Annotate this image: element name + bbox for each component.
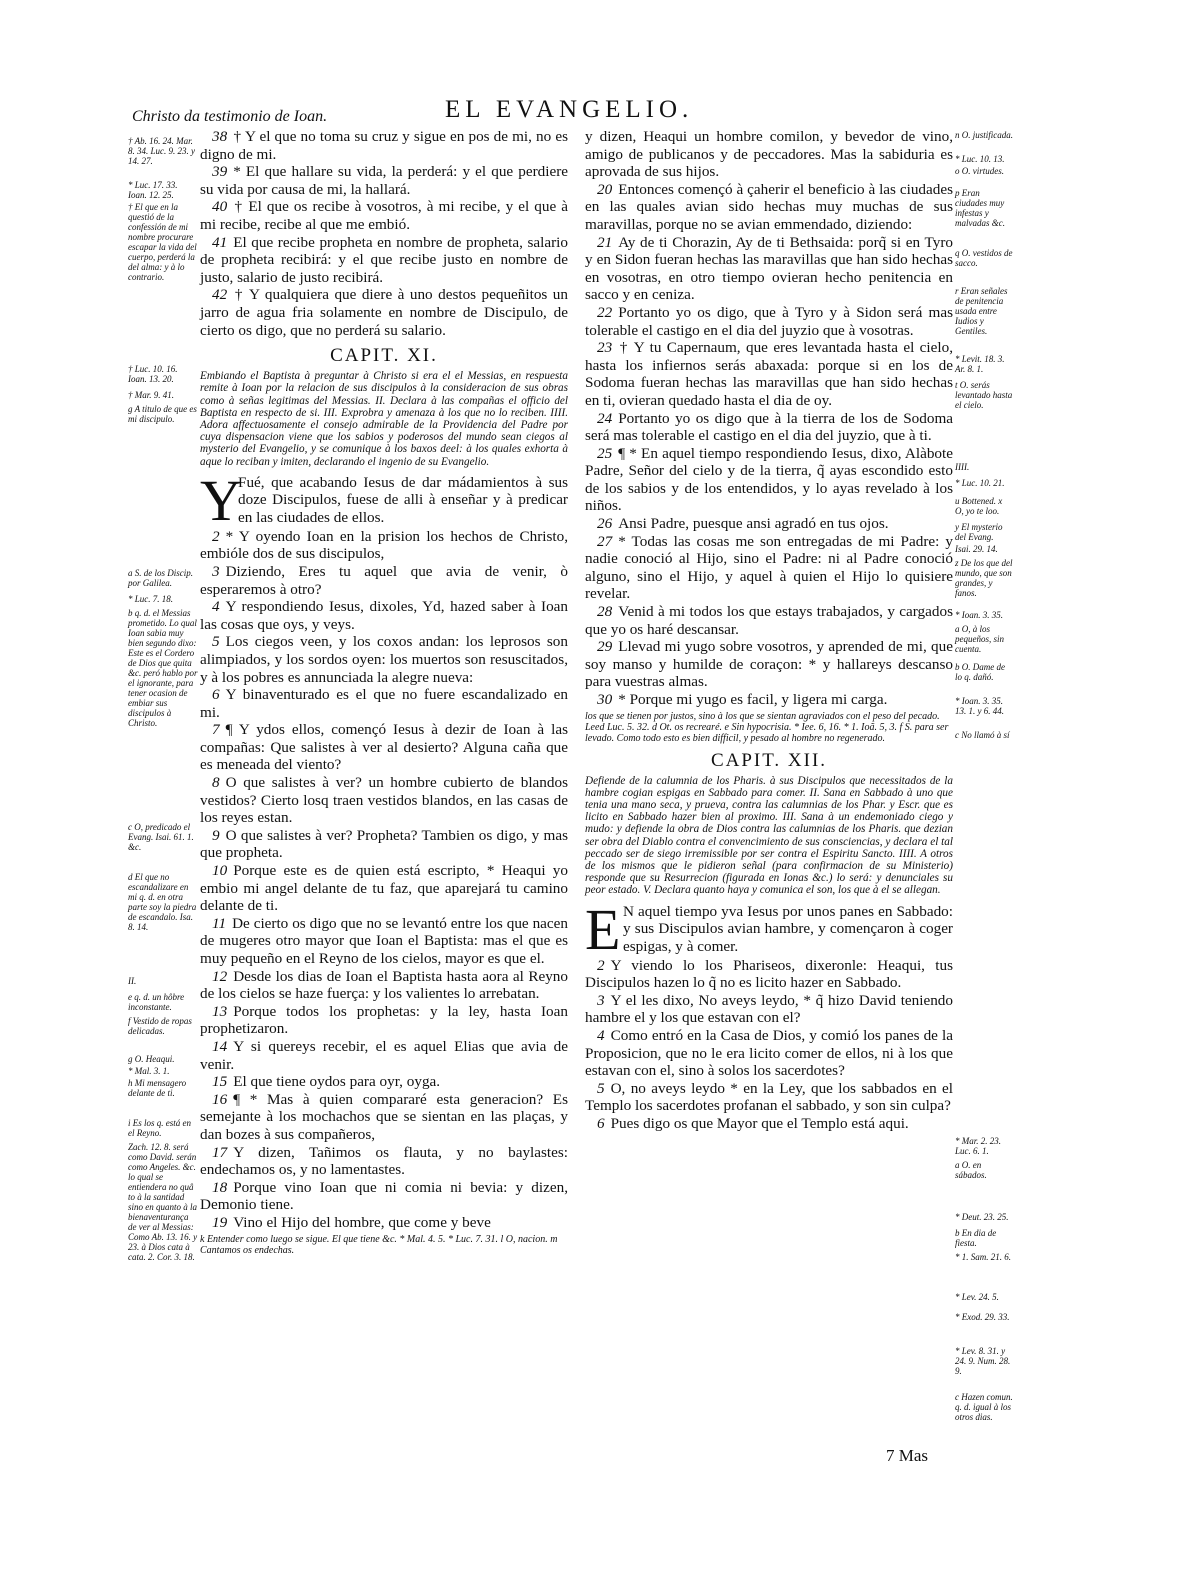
verse: 22 Portanto yo os digo, que à Tyro y à Sidon será mas tolerable el castigo en el dia del juyzio que à vosotras.	[585, 303, 953, 339]
verse: 27 * Todas las cosas me son entregadas de mi Padre: y nadie conoció al Hijo, sino el Padre: ni al Padre conoció alguno, sino el Hijo, y aquel à quien el Hijo lo quisiere revelar.	[585, 532, 953, 603]
verse: 4 Como entró en la Casa de Dios, y comió los panes de la Proposicion, que no le era licito comer de ellos, ni à los que estavan con el, sino à solos los sacerdotes?	[585, 1027, 953, 1080]
margin-note: u Bottened. x O, yo te loo.	[955, 496, 1003, 516]
margin-note: d El que no escandalizare en mi q. d. en otra parte soy la piedra de escandalo. Isa. 8. 14.	[128, 872, 197, 932]
margin-note: b En dia de fiesta.	[955, 1228, 997, 1248]
chapter-xii-title: CAPIT. XII.	[710, 749, 828, 771]
verse: 16 ¶ * Mas à quien compararé esta generacion? Es semejante à los mochachos que se sientan en las plaças, y dan bozes à sus compañeros,	[200, 1090, 568, 1143]
margin-note: * 1. Sam. 21. 6.	[955, 1252, 1011, 1262]
margin-note: p Eran ciudades muy infestas y malvadas &c.	[955, 188, 1005, 228]
margin-note: * Lev. 24. 5.	[955, 1292, 999, 1302]
margin-note: n O. justificada.	[955, 130, 1013, 140]
verse: 12 Desde los dias de Ioan el Baptista hasta aora al Reyno de los cielos se haze fuerça: y los valientes lo arrebatan.	[200, 967, 568, 1003]
chapter-xi-verses	[200, 528, 568, 1232]
margin-note: * Deut. 23. 25.	[955, 1212, 1009, 1222]
verse: 4 Y respondiendo Iesus, dixoles, Yd, hazed saber à Ioan las cosas que oys, y veys.	[200, 598, 568, 633]
verse: 10 Porque este es de quien está escripto, * Heaqui yo embio mi angel delante de tu faz, que aparejará tu camino delante de ti.	[200, 862, 568, 915]
verse: 14 Y si quereys recebir, el es aquel Elias que avia de venir.	[200, 1037, 568, 1073]
verse: 20 Entonces començó à çaherir el beneficio à las ciudades en las quales avian sido hechas muy muchas de sus maravillas, porque no se avian emmendado, diziendo:	[585, 180, 953, 233]
margin-note: o O. virtudes.	[955, 166, 1004, 176]
margin-note: † Ab. 16. 24. Mar. 8. 34. Luc. 9. 23. y 14. 27.	[128, 136, 195, 166]
margin-note: a S. de los Discip. por Galilea.	[128, 568, 193, 588]
verse: 28 Venid à mi todos los que estays trabajados, y cargados que yo os haré descansar.	[585, 603, 953, 638]
margin-note: a O. en sábados.	[955, 1160, 987, 1180]
margin-note: * Luc. 17. 33. Ioan. 12. 25.	[128, 180, 178, 200]
verse: 17 Y dizen, Tañimos os flauta, y no baylastes: endechamos os, y no lamentastes.	[200, 1143, 568, 1179]
margin-note: * Exod. 29. 33.	[955, 1312, 1010, 1322]
margin-note: f Vestido de ropas delicadas.	[128, 1016, 192, 1036]
margin-note: † Mar. 9. 41.	[128, 390, 175, 400]
footnotes-left: k Entender como luego se sigue. El que tiene &c. * Mal. 4. 5. * Luc. 7. 31. l O, nacion. m Cantamos os endechas.	[200, 1233, 558, 1256]
catchword: 7 Mas	[886, 1446, 929, 1465]
margin-note: * Luc. 7. 18.	[128, 594, 173, 604]
margin-note: c No llamó à sí	[955, 730, 1010, 740]
verse: 13 Porque todos los prophetas: y la ley, hasta Ioan prophetizaron.	[200, 1002, 568, 1038]
verse: 23 † Y tu Capernaum, que eres levantada hasta el cielo, hasta los infiernos serás abaxada: porque si en los de Sodoma fueran hechas las maravillas que han sido hechas en ti, ovieran quedado hasta el dia de oy.	[585, 339, 953, 409]
margin-note: * Lev. 8. 31. y 24. 9. Num. 28. 9.	[955, 1346, 1011, 1376]
margin-note: c Hazen comun. q. d. igual à los otros dias.	[955, 1392, 1013, 1422]
verse: 40 † El que os recibe à vosotros, à mi recibe, y el que à mi recibe, recibe al que me embió.	[200, 198, 568, 233]
running-title-center: EL EVANGELIO.	[445, 96, 694, 123]
margin-note: * Luc. 10. 21.	[955, 478, 1005, 488]
margin-note: z De los que del mundo, que son grandes, y fanos.	[955, 558, 1013, 598]
margin-note: y El mysterio del Evang.	[955, 522, 1003, 542]
chapter-xi-summary: Embiando el Baptista à preguntar à Christo si era el el Messias, en respuesta remite à Ioan por la relacion de sus discipulos à la consideracion de sus obras como à señas legitimas del Messias. II. Declara à las compañas el officio del Baptista en respecto de si. III. Exprobra y amenaza à los que no lo reciben. IIII. Adora affectuosamente el consejo admirable de la Providencia del Padre por cuya dispensacion viene que los sabios y poderosos del mundo sean ciegos al mysterio del Evangelio, y se comunique à los baxos deel: à los quales exhorta à aque lo reciban y imiten, declarando el ingenio de su Evangelio.	[200, 370, 568, 468]
chapter-xii-verses	[585, 957, 953, 1133]
verse: 24 Portanto yo os digo que à la tierra de los de Sodoma será mas tolerable el castigo en el dia del juyzio, que à ti.	[585, 409, 953, 445]
drop-cap: E	[585, 896, 621, 962]
margin-note: q O. vestidos de sacco.	[955, 248, 1013, 268]
margin-note: * Luc. 10. 13.	[955, 154, 1005, 164]
verse: 21 Ay de ti Chorazin, Ay de ti Bethsaida: porq̃ si en Tyro y en Sidon fueran hechas las maravillas que han sido hechas en vosotras, en otro tiempo ovieran hecho penitencia en sacco y en ceniza.	[585, 233, 953, 304]
verse: 25 ¶ * En aquel tiempo respondiendo Iesus, dixo, Alàbote Padre, Señor del cielo y de la tierra, q̃ ayas escondido esto de los sabios y de los entendidos, y lo ayas revelado à los niños.	[585, 444, 953, 515]
margin-note: * Mar. 2. 23. Luc. 6. 1.	[955, 1136, 1002, 1156]
margin-note: a O, à los pequeños, sin cuenta.	[955, 624, 1004, 654]
verse: 39 * El que hallare su vida, la perderá: y el que perdiere su vida por causa de mi, la hallará.	[200, 163, 568, 198]
running-title-left: Christo da testimonio de Ioan.	[132, 108, 328, 125]
margin-note: Zach. 12. 8. será como David. serán como Angeles. &c. lo qual se entiendera no quâ to à la santidad sino en quanto à la bienaventurança de ver al Messias: Como Ab. 13. 16. y 23. à Dios cata à cata. 2. Cor. 3. 18.	[128, 1142, 198, 1262]
margin-note: g A titulo de que es mi discipulo.	[128, 404, 197, 424]
margin-note: * Ioan. 3. 35.	[955, 610, 1003, 620]
verse: 18 Porque vino Ioan que ni comia ni bevia: y dizen, Demonio tiene.	[200, 1178, 568, 1214]
verse: 30 * Porque mi yugo es facil, y ligera mi carga.	[597, 691, 888, 708]
margin-note: * Mal. 3. 1.	[128, 1066, 170, 1076]
margin-note: † Luc. 10. 16. Ioan. 13. 20.	[128, 364, 178, 384]
left-column	[200, 128, 568, 1256]
margin-note: g O. Heaqui.	[128, 1054, 175, 1064]
chapter-x-verses	[200, 128, 568, 339]
margin-note: * Ioan. 3. 35. 13. 1. y 6. 44.	[955, 696, 1004, 716]
verse: 38 † Y el que no toma su cruz y sigue en pos de mi, no es digno de mi.	[200, 128, 568, 163]
verse: 5 Los ciegos veen, y los coxos andan: los leprosos son alimpiados, y los sordos oyen: los muertos son resuscitados, y à los pobres es annunciada la alegre nueva:	[200, 633, 568, 686]
verse: y dizen, Heaqui un hombre comilon, y bevedor de vino, amigo de publicanos y de peccadores. Mas la sabiduria es aprovada de sus hijos.	[585, 128, 953, 181]
margin-note: r Eran señales de penitencia usada entre Iudios y Gentiles.	[955, 286, 1008, 336]
verse: 2 Y viendo lo los Phariseos, dixeronle: Heaqui, tus Discipulos hazen lo q̃ no es licito hazer en Sabbado.	[585, 956, 953, 992]
verse: 26 Ansi Padre, puesque ansi agradó en tus ojos.	[597, 515, 889, 533]
margin-note: Isai. 29. 14.	[955, 544, 998, 554]
chapter-xi-title: CAPIT. XI.	[330, 345, 438, 367]
verse: 29 Llevad mi yugo sobre vosotros, y aprended de mi, que soy manso y humilde de coraçon: * y hallareys descanso para vuestras almas.	[585, 638, 953, 691]
verse: 6 Y binaventurado es el que no fuere escandalizado en mi.	[200, 686, 568, 721]
margin-note: b O. Dame de lo q. dañó.	[955, 662, 1005, 682]
drop-cap: Y	[200, 467, 242, 533]
verse: 41 El que recibe propheta en nombre de propheta, salario de propheta recibirá: y el que recibe justo en nombre de justo, salario de justo recibirá.	[200, 233, 568, 286]
chapter-xi-first-verse: Y Fué, que acabando Iesus de dar mádamientos à sus doze Discipulos, fuese de alli à enseñar y à predicar en las ciudades de ellos.	[200, 467, 568, 533]
verse: 5 O, no aveys leydo * en la Ley, que los sabbados en el Templo los sacerdotes profanan el sabbado, y son sin culpa?	[585, 1079, 953, 1115]
margin-note: c O, predicado el Evang. Isai. 61. 1. &c.	[128, 822, 194, 852]
verse: 2 * Y oyendo Ioan en la prision los hechos de Christo, embióle dos de sus discipulos,	[200, 527, 568, 563]
verse: 11 De cierto os digo que no se levantó entre los que nacen de mugeres otro mayor que Ioan el Baptista: mas el que es muy pequeño en el Reyno de los cielos, mayor es que el.	[200, 914, 568, 967]
verse: 9 O que salistes à ver? Propheta? Tambien os digo, y mas que propheta.	[200, 826, 568, 862]
chapter-xi-verses-continued	[585, 128, 953, 709]
chapter-xii-summary: Defiende de la calumnia de los Pharis. à sus Discipulos que necessitados de la hambre cogian espigas en Sabbado para comer. II. Sana en Sabbado à uno que tenia una mano seca, y prueva, contra las calumnias de los Phar. y Escr. que es licito en Sabbado hazer bien al proximo. III. Sana à un endemoniado ciego y mudo: y defiende la obra de Dios contra las calumnias de los Pharis. que dezian ser obra del Diablo contra el convencimiento de sus consciencias, y declara el tal peccado ser de siego irremissible por ser contra el Espiritu Sancto. IIII. A otros de los mismos que le pidieron señal (para confirmacion de su Ministerio) responde que su Resurrecion (figurada en Ionas &c.) lo será: y denunciales su peor estado. V. Declara quanto haya y comunica el son, los que à el se allegan.	[585, 774, 953, 897]
verse: 42 † Y qualquiera que diere à uno destos pequeñitos un jarro de agua fria solamente en nombre de Discipulo, de cierto os digo, que no perderá su salario.	[200, 286, 568, 339]
verse: 6 Pues digo os que Mayor que el Templo está aqui.	[597, 1114, 909, 1132]
verse: 3 Diziendo, Eres tu aquel que avia de venir, ò esperaremos à otro?	[200, 562, 568, 598]
margin-note: i Es los q. está en el Reyno.	[128, 1118, 191, 1138]
verse: 8 O que salistes à ver? un hombre cubierto de blandos vestidos? Cierto losq traen vestidos blandos, en las casas de los reyes estan.	[200, 774, 568, 827]
margin-note: e q. d. un hôbre inconstante.	[128, 992, 185, 1012]
margin-note: * Levit. 18. 3. Ar. 8. 1.	[955, 354, 1005, 374]
verse: 15 El que tiene oydos para oyr, oyga.	[212, 1073, 441, 1091]
verse: 7 ¶ Y ydos ellos, començó Iesus à dezir de Ioan à las compañas: Que salistes à ver al desierto? Alguna caña que es meneada del viento?	[200, 721, 568, 774]
footnotes-right: los que se tienen por justos, sino à los que se sientan agraviados con el peso del pecado. Leed Luc. 5. 32. d Ot. os recrearé. e Sin hypocrisia. * Iee. 6, 16. * 1. Ioã. 5, 3. f S. para ser levado. Como todo esto es bien difficil, y pesado al hombre no regenerado.	[585, 710, 949, 744]
margin-note: h Mi mensagero delante de ti.	[128, 1078, 187, 1098]
margin-note: IIII.	[955, 462, 970, 472]
margin-note: b q. d. el Messias prometido. Lo qual Ioan sabia muy bien segundo dixo: Este es el Cordero de Dios que quita &c. peró hablo por el ignorante, para tener ocasion de embiar sus discipulos à Christo.	[128, 608, 198, 728]
right-column	[585, 128, 953, 1133]
verse: 19 Vino el Hijo del hombre, que come y beve	[212, 1213, 491, 1231]
margin-note: II.	[128, 976, 137, 986]
margin-note: t O. serás levantado hasta el cielo.	[955, 380, 1013, 410]
margin-note: † El que en la questió de la confessión de mi nombre procurare escapar la vida del cuerpo, perderá la del alma: y à lo contrario.	[128, 202, 197, 282]
chapter-xii-first-verse: E N aquel tiempo yva Iesus por unos panes en Sabbado: y sus Discipulos avian hambre, y començaron à coger espigas, y à comer.	[585, 896, 953, 962]
verse: 3 Y el les dixo, No aveys leydo, * q̃ hizo David teniendo hambre el y los que estavan con el?	[585, 991, 953, 1027]
